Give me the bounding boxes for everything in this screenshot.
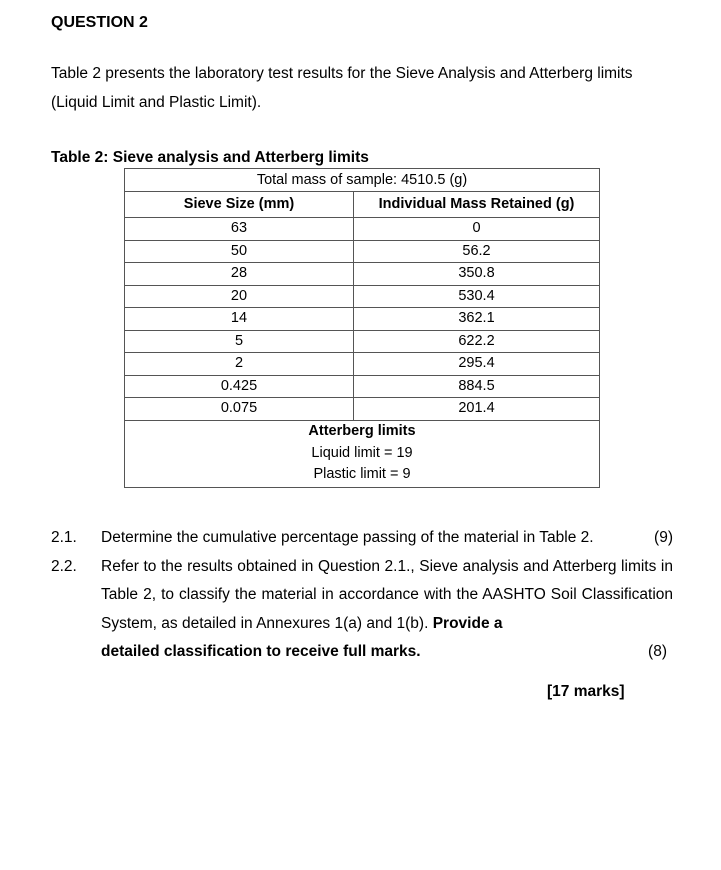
table-row	[125, 240, 600, 263]
atterberg-limits-cell	[125, 420, 600, 487]
atterberg-title: Atterberg limits	[308, 423, 416, 440]
question-item	[51, 524, 673, 553]
question-number: 2.2.	[51, 557, 77, 575]
question-item	[51, 553, 673, 639]
mass-retained-cell: 884.5	[354, 375, 600, 398]
mass-retained-cell: 530.4	[354, 285, 600, 308]
mass-retained-cell: 56.2	[354, 240, 600, 263]
table-row	[125, 308, 600, 331]
sieve-size-cell: 2	[125, 353, 354, 376]
mass-retained-cell: 201.4	[354, 398, 600, 421]
sieve-analysis-table	[124, 168, 600, 488]
table-row	[125, 398, 600, 421]
table-row	[125, 263, 600, 286]
sieve-size-cell: 20	[125, 285, 354, 308]
question-number: 2.1.	[51, 529, 77, 546]
plastic-limit: Plastic limit = 9	[313, 466, 411, 483]
table-caption: Table 2: Sieve analysis and Atterberg limits	[51, 149, 369, 166]
sieve-size-cell: 0.425	[125, 375, 354, 398]
question-text: Refer to the results obtained in Question 2.1., Sieve analysis and Atterberg limits in Table 2, to classify the material in accordance with the AASHTO Soil Classification System, as detailed in Annexures 1(a) and 1(b).	[101, 557, 673, 632]
intro-paragraph: Table 2 presents the laboratory test results for the Sieve Analysis and Atterberg limits (Liquid Limit and Plastic Limit).	[51, 65, 633, 111]
sieve-size-cell: 0.075	[125, 398, 354, 421]
question-text: Determine the cumulative percentage passing of the material in Table 2.	[101, 529, 594, 546]
question-text-block	[101, 553, 673, 639]
sieve-size-cell: 28	[125, 263, 354, 286]
question-list	[51, 524, 673, 667]
total-marks: [17 marks]	[547, 683, 625, 700]
table-row	[125, 218, 600, 241]
question-emphasis-continued: detailed classification to receive full marks.	[101, 643, 421, 660]
sieve-size-cell: 50	[125, 240, 354, 263]
question-marks: (8)	[648, 643, 667, 660]
sieve-size-cell: 63	[125, 218, 354, 241]
table-row	[125, 285, 600, 308]
header-mass-retained: Individual Mass Retained (g)	[354, 192, 600, 218]
liquid-limit: Liquid limit = 19	[311, 444, 413, 461]
sieve-size-cell: 14	[125, 308, 354, 331]
mass-retained-cell: 295.4	[354, 353, 600, 376]
table-row	[125, 330, 600, 353]
question-emphasis: Provide a	[432, 614, 503, 632]
mass-retained-cell: 362.1	[354, 308, 600, 331]
mass-retained-cell: 0	[354, 218, 600, 241]
question-item-continued	[101, 638, 673, 667]
mass-retained-cell: 350.8	[354, 263, 600, 286]
mass-retained-cell: 622.2	[354, 330, 600, 353]
question-marks: (9)	[654, 529, 673, 546]
sieve-size-cell: 5	[125, 330, 354, 353]
table-row	[125, 375, 600, 398]
table-row	[125, 353, 600, 376]
header-sieve-size: Sieve Size (mm)	[125, 192, 354, 218]
total-mass-cell: Total mass of sample: 4510.5 (g)	[125, 169, 600, 192]
question-heading: QUESTION 2	[51, 14, 148, 31]
